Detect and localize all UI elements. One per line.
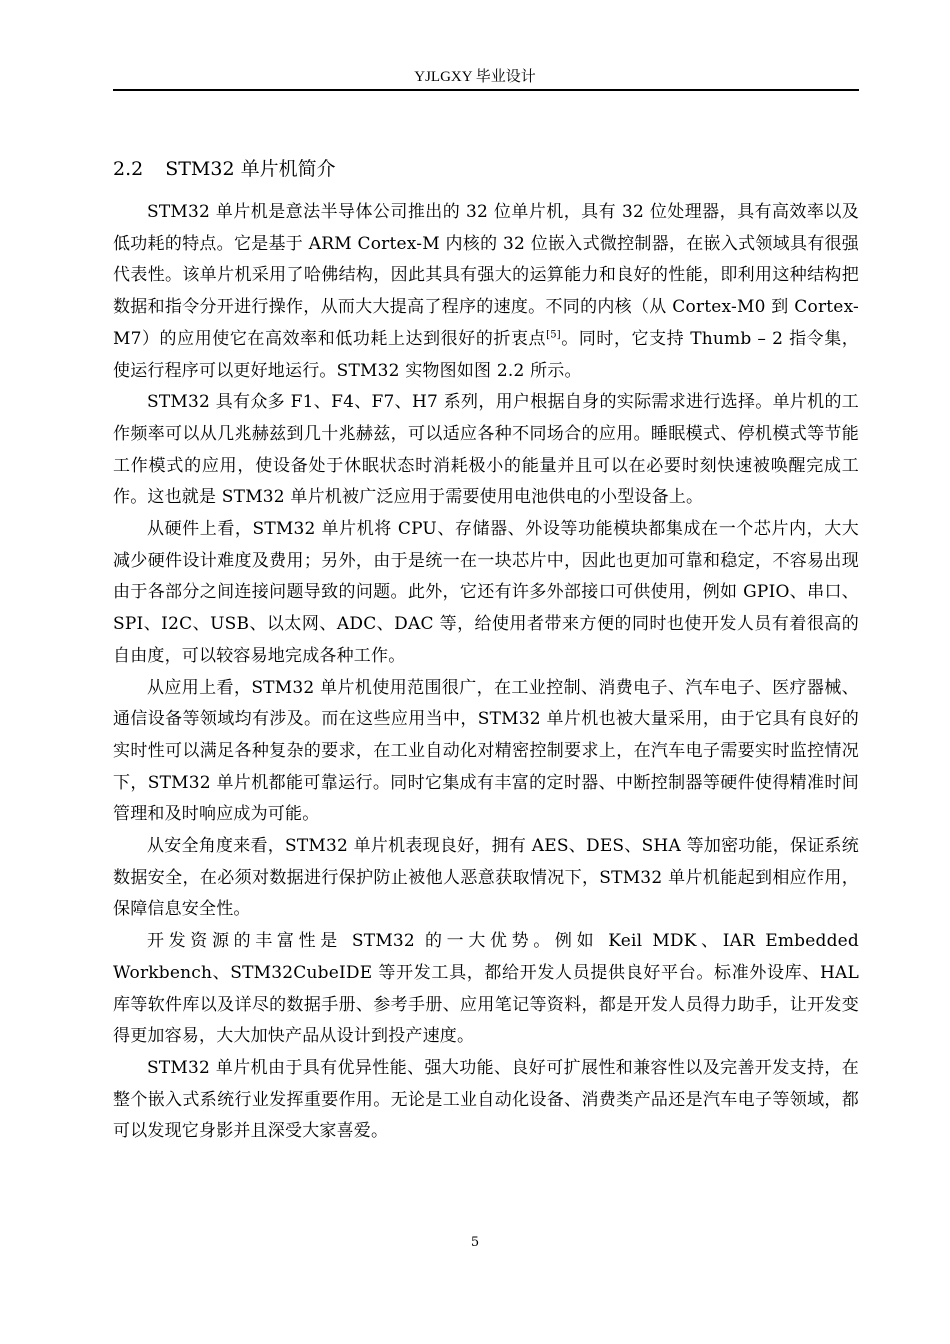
section-title: STM32 单片机简介 bbox=[165, 158, 336, 180]
page-number: 5 bbox=[470, 1235, 480, 1250]
paragraph: STM32 具有众多 F1、F4、F7、H7 系列，用户根据自身的实际需求进行选择。单片机的工作频率可以从几兆赫兹到几十兆赫兹，可以适应各种不同场合的应用。睡眠模式、停机模式等节能工作模式的应用，使设备处于休眠状态时消耗极小的能量并且可以在必要时刻快速被唤醒完成工作。这也就是 STM32 单片机被广泛应用于需要使用电池供电的小型设备上。 bbox=[113, 392, 859, 508]
paragraph: 从硬件上看，STM32 单片机将 CPU、存储器、外设等功能模块都集成在一个芯片内，大大减少硬件设计难度及费用；另外，由于是统一在一块芯片中，因此也更加可靠和稳定，不容易出现由于各部分之间连接问题导致的问题。此外，它还有许多外部接口可供使用，例如 GPIO、串口、SPI、I2C、USB、以太网、ADC、DAC 等，给使用者带来方便的同时也使开发人员有着很高的自由度，可以较容易地完成各种工作。 bbox=[113, 519, 859, 666]
paragraph bbox=[113, 197, 859, 387]
running-header: YJLGXY 毕业设计 bbox=[414, 69, 536, 85]
paragraph: 从安全角度来看，STM32 单片机表现良好，拥有 AES、DES、SHA 等加密功能，保证系统数据安全，在必须对数据进行保护防止被他人恶意获取情况下，STM32 单片机能起到相应作用，保障信息安全性。 bbox=[113, 836, 859, 920]
section-number: 2.2 bbox=[113, 158, 144, 180]
paragraph: 开发资源的丰富性是 STM32 的一大优势。例如 Keil MDK、IAR Embedded Workbench、STM32CubeIDE 等开发工具，都给开发人员提供良好平台。标准外设库、HAL 库等软件库以及详尽的数据手册、参考手册、应用笔记等资料，都是开发人员得力助手，让开发变得更加容易，大大加快产品从设计到投产速度。 bbox=[113, 931, 859, 1047]
section-heading bbox=[113, 155, 336, 183]
citation: [5] bbox=[546, 329, 561, 341]
body-text bbox=[113, 197, 859, 1148]
header-rule bbox=[113, 89, 859, 91]
paragraph-text: 。同时，它支持 Thumb – 2 指令集，使运行程序可以更好地运行。STM32 实物图如图 2.2 所示。 bbox=[113, 328, 859, 381]
paragraph: STM32 单片机由于具有优异性能、强大功能、良好可扩展性和兼容性以及完善开发支持，在整个嵌入式系统行业发挥重要作用。无论是工业自动化设备、消费类产品还是汽车电子等领域，都可以发现它身影并且深受大家喜爱。 bbox=[113, 1057, 859, 1142]
paragraph-text: STM32 单片机是意法半导体公司推出的 32 位单片机，具有 32 位处理器，具有高效率以及低功耗的特点。它是基于 ARM Cortex-M 内核的 32 位嵌入式微控制器，在嵌入式领域具有很强代表性。该单片机采用了哈佛结构，因此其具有强大的运算能力和良好的性能，即利用这种结构把数据和指令分开进行操作，从而大大提高了程序的速度。不同的内核（从 Cortex-M0 到 Cortex-M7）的应用使它在高效率和低功耗上达到很好的折衷点 bbox=[113, 202, 859, 349]
paragraph: 从应用上看，STM32 单片机使用范围很广，在工业控制、消费电子、汽车电子、医疗器械、通信设备等领域均有涉及。而在这些应用当中，STM32 单片机也被大量采用，由于它具有良好的实时性可以满足各种复杂的要求，在工业自动化对精密控制要求上，在汽车电子需要实时监控情况下，STM32 单片机都能可靠运行。同时它集成有丰富的定时器、中断控制器等硬件使得精准时间管理和及时响应成为可能。 bbox=[113, 677, 859, 825]
